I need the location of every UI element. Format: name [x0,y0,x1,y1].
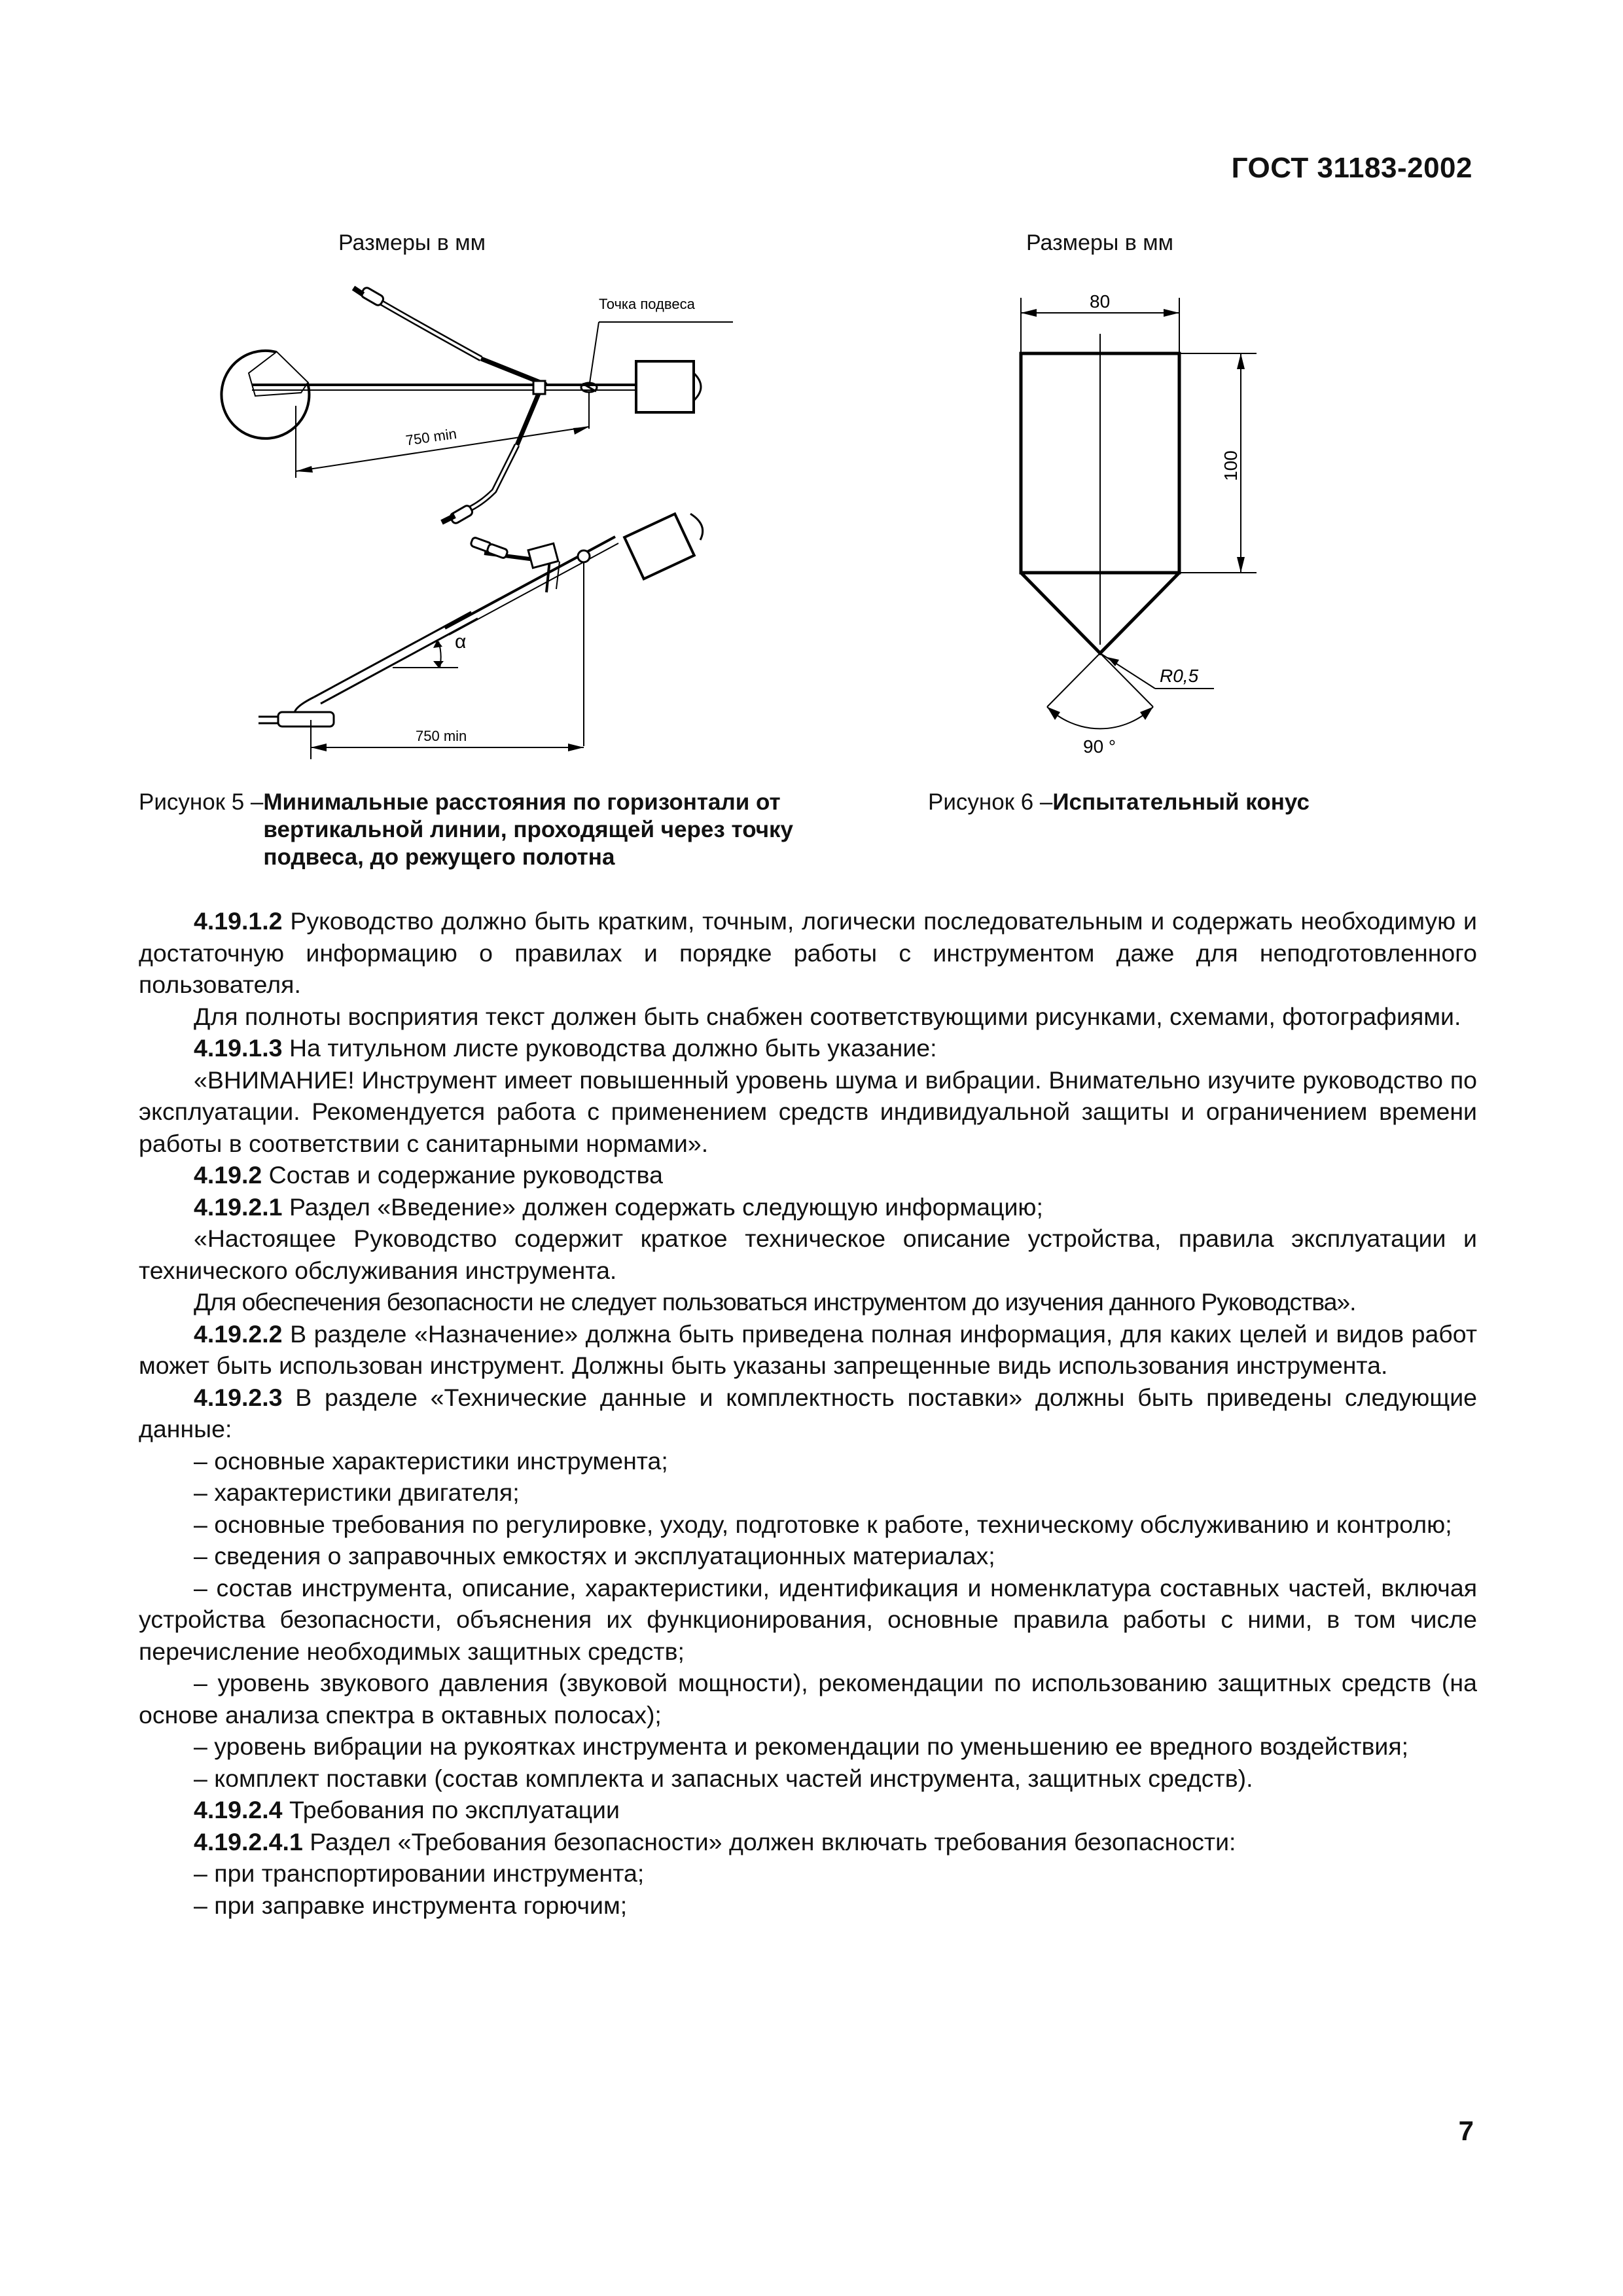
list-item: – при заправке инструмента горючим; [194,1891,628,1919]
cone-height-label: 100 [1221,450,1241,481]
figure6-caption-title: Испытательный конус [1052,789,1310,815]
clause-number: 4.19.1.2 [194,907,283,935]
clause-number: 4.19.2.1 [194,1193,283,1221]
clause-number: 4.19.2.4.1 [194,1827,303,1856]
page-number: 7 [1458,2115,1474,2146]
list-item: – состав инструмента, описание, характеристики, идентификация и номенклатура составных частей, включая устройства безопасности, объяснения их функционирования, основные правила работы с ними, в том числе перечисление необходимых защитных средств; [139,1573,1477,1665]
figure6-caption-prefix: Рисунок 6 – [928,789,1053,815]
suspension-point-label: Точка подвеса [599,296,695,312]
figure5-caption-prefix: Рисунок 5 – [139,789,264,815]
paragraph: «ВНИМАНИЕ! Инструмент имеет повышенный уровень шума и вибрации. Внимательно изучите руководство по эксплуатации. Рекомендуется работа с применением средств индивидуальной защиты и ограничением времени работы в соответствии с санитарными нормами». [139,1066,1477,1157]
clause-number: 4.19.2.3 [194,1383,283,1411]
angle-alpha-label: α [455,631,467,653]
list-item: – основные требования по регулировке, уходу, подготовке к работе, техническому обслуживанию и контролю; [194,1510,1452,1538]
paragraph: 4.19.1.3 На титульном листе руководства должно быть указание: [194,1034,937,1062]
cone-radius-label: R0,5 [1160,666,1199,686]
list-item: – уровень вибрации на рукоятках инструмента и рекомендации по уменьшению ее вредного воздействия; [194,1732,1409,1760]
cone-width-label: 80 [1090,291,1111,312]
list-item: – основные характеристики инструмента; [194,1446,668,1475]
bottom-dimension-label: 750 min [416,728,467,744]
paragraph: 4.19.2.4 Требования по эксплуатации [194,1796,620,1823]
clause-number: 4.19.1.3 [194,1034,283,1062]
clause-number: 4.19.2.2 [194,1319,283,1348]
figure5-dims-label: Размеры в мм [338,230,486,255]
paragraph: «Настоящее Руководство содержит краткое техническое описание устройства, правила эксплуатации и технического обслуживания инструмента. [139,1225,1477,1284]
list-item: – сведения о заправочных емкостях и эксплуатационных материалах; [194,1542,995,1570]
figure5-caption-title: Минимальные расстояния по горизонтали от вертикальной линии, проходящей через точку подвеса, до режущего полотна [263,789,794,870]
side-view [259,514,703,759]
document-code: ГОСТ 31183-2002 [1231,152,1472,184]
paragraph: 4.19.2.2 В разделе «Назначение» должна быть приведена полная информация, для каких целей и видов работ может быть использован инструмент. Должны быть указаны запрещенные видь использования инструмента. [139,1319,1477,1379]
paragraph: Для обеспечения безопасности не следует пользоваться инструментом до изучения данного Руководства». [194,1288,1356,1316]
clause-number: 4.19.2.4 [194,1796,283,1823]
clause-number: 4.19.2 [194,1161,262,1189]
paragraph: 4.19.2.3 В разделе «Технические данные и комплектность поставки» должны быть приведены следующие данные: [139,1383,1477,1443]
top-view-engine [636,361,694,412]
paragraph: 4.19.2.4.1 Раздел «Требования безопасности» должен включать требования безопасности: [194,1827,1236,1856]
figure5-caption [139,789,878,871]
list-item: – комплект поставки (состав комплекта и запасных частей инструмента, защитных средств). [194,1764,1253,1792]
main-text [139,905,1477,1921]
figure6-dims-label: Размеры в мм [1026,230,1174,255]
paragraph: 4.19.2 Состав и содержание руководства [194,1161,663,1189]
cone-angle-label: 90 ° [1083,736,1116,757]
figure6-caption [928,789,1517,816]
top-dimension-label: 750 min [404,425,458,449]
paragraph: 4.19.2.1 Раздел «Введение» должен содержать следующую информацию; [194,1193,1043,1221]
list-item: – при транспортировании инструмента; [194,1859,645,1887]
figure5-drawing [196,275,785,772]
paragraph: Для полноты восприятия текст должен быть снабжен соответствующими рисунками, схемами, фотографиями. [194,1002,1461,1030]
list-item: – уровень звукового давления (звуковой мощности), рекомендации по использованию защитных средств (на основе анализа спектра в октавных полосах); [139,1669,1477,1729]
list-item: – характеристики двигателя; [194,1479,520,1506]
figure6-drawing [982,288,1276,759]
paragraph: 4.19.1.2 Руководство должно быть кратким, точным, логически последовательным и содержать необходимую и достаточную информацию о правилах и порядке работы с инструментом даже для неподготовленного пользователя. [139,907,1477,998]
